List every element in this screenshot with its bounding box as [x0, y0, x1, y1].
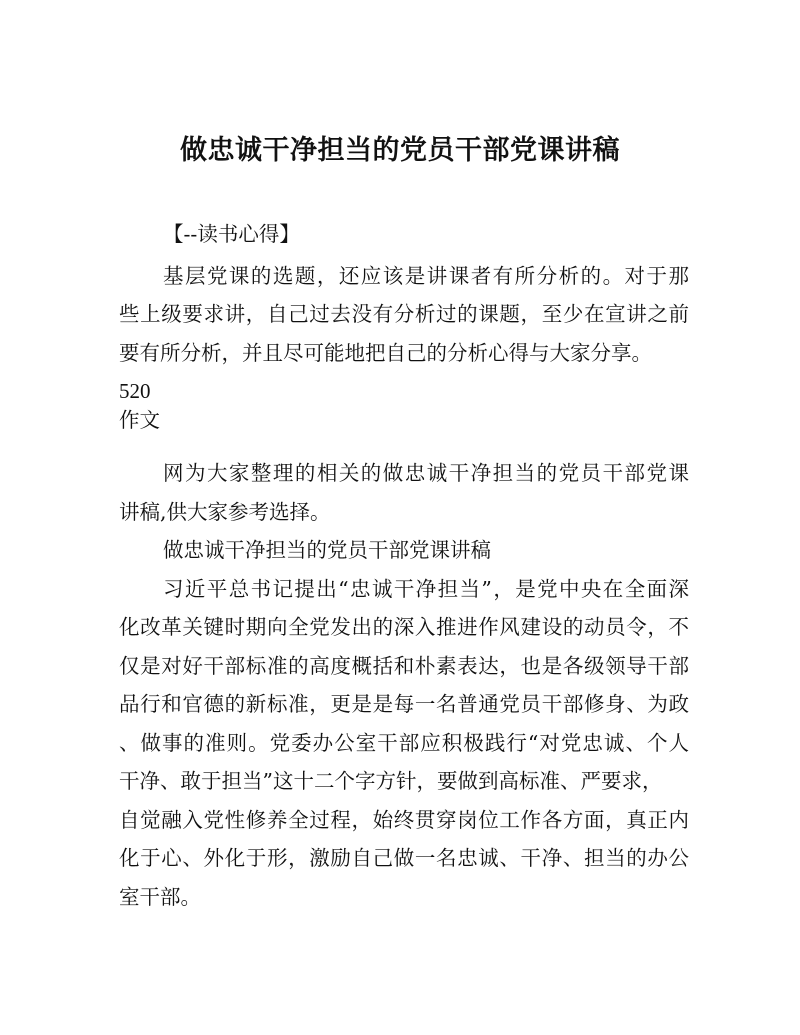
- document-title: 做忠诚干净担当的党员干部党课讲稿: [180, 135, 620, 166]
- body-line-3: 仅是对好干部标准的高度概括和朴素表达，也是各级领导干部: [119, 654, 689, 678]
- intro-line-3: 要有所分析，并且尽可能地把自己的分析心得与大家分享。: [119, 341, 652, 365]
- tag-line: 【--读书心得】: [163, 222, 300, 246]
- network-line-2: 讲稿,供大家参考选择。: [119, 500, 331, 524]
- body-line-9: 室干部。: [119, 885, 201, 909]
- intro-line-1: 基层党课的选题，还应该是讲课者有所分析的。对于那: [163, 264, 689, 288]
- intro-line-2: 些上级要求讲，自己过去没有分析过的课题，至少在宣讲之前: [119, 302, 689, 326]
- body-line-7: 自觉融入党性修养全过程，始终贯穿岗位工作各方面，真正内: [119, 808, 689, 832]
- body-line-2: 化改革关键时期向全党发出的深入推进作风建设的动员令，不: [119, 615, 689, 639]
- body-line-6: 干净、敢于担当”这十二个字方针，要做到高标准、严要求，: [119, 769, 663, 793]
- body-line-8: 化于心、外化于形，激励自己做一名忠诚、干净、担当的办公: [119, 846, 689, 870]
- network-line-1: 网为大家整理的相关的做忠诚干净担当的党员干部党课: [163, 461, 689, 485]
- body-line-1: 习近平总书记提出“忠诚干净担当”，是党中央在全面深: [163, 577, 689, 601]
- body-line-4: 品行和官德的新标准，更是是每一名普通党员干部修身、为政: [119, 692, 689, 716]
- body-line-5: 、做事的准则。党委办公室干部应积极践行“对党忠诚、个人: [119, 731, 689, 755]
- source-word: 作文: [119, 408, 160, 432]
- source-number: 520: [119, 379, 151, 403]
- subtitle: 做忠诚干净担当的党员干部党课讲稿: [163, 538, 491, 562]
